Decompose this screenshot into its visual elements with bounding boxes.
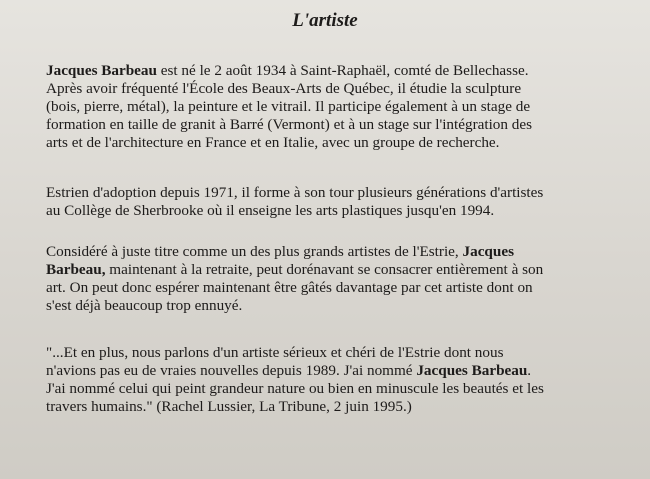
text-segment: arts et de l'architecture en France et en Italie, avec un groupe de recherche.: [46, 134, 500, 151]
text-segment: art. On peut donc espérer maintenant être gâtés davantage par cet artiste dont on: [46, 279, 533, 296]
text-segment: travers humains." (Rachel Lussier, La Tribune, 2 juin 1995.): [46, 398, 412, 415]
text-segment: maintenant à la retraite, peut dorénavant se consacrer entièrement à son: [105, 261, 544, 278]
page-title: L'artiste: [292, 10, 358, 31]
text-segment: n'avions pas eu de vraies nouvelles depuis 1989. J'ai nommé: [46, 362, 417, 379]
text-line: [46, 202, 631, 220]
text-segment: J'ai nommé celui qui peint grandeur nature ou bien en minuscule les beautés et les: [46, 380, 544, 397]
text-line: [46, 134, 631, 152]
text-line: [46, 243, 631, 261]
paragraph-press-quote: [46, 344, 631, 416]
artist-name-bold: Jacques Barbeau: [416, 362, 528, 379]
text-line: [46, 184, 631, 202]
text-line: [46, 380, 631, 398]
text-segment: .: [527, 362, 532, 379]
text-segment: Après avoir fréquenté l'École des Beaux-Arts de Québec, il étudie la sculpture: [46, 80, 522, 97]
text-line: [46, 62, 631, 80]
artist-name-bold: Jacques: [462, 243, 514, 260]
text-segment: s'est déjà beaucoup trop ennuyé.: [46, 297, 243, 314]
text-line: [46, 261, 631, 279]
text-segment: Estrien d'adoption depuis 1971, il forme à son tour plusieurs générations d'artistes: [46, 184, 544, 201]
text-line: [46, 398, 631, 416]
text-line: [46, 98, 631, 116]
text-line: [46, 279, 631, 297]
text-segment: (bois, pierre, métal), la peinture et le vitrail. Il participe également à un stage de: [46, 98, 531, 115]
text-segment: est né le 2 août 1934 à Saint-Raphaël, comté de Bellechasse.: [156, 62, 529, 79]
artist-name-bold: Jacques Barbeau: [46, 62, 157, 79]
text-line: [46, 344, 631, 362]
text-line: [46, 297, 631, 315]
text-segment: formation en taille de granit à Barré (Vermont) et à un stage sur l'intégration des: [46, 116, 533, 133]
paragraph-retirement: [46, 243, 631, 315]
text-line: [46, 116, 631, 134]
text-segment: "...Et en plus, nous parlons d'un artiste sérieux et chéri de l'Estrie dont nous: [46, 344, 504, 361]
paragraph-teaching-career: [46, 184, 631, 220]
text-segment: au Collège de Sherbrooke où il enseigne les arts plastiques jusqu'en 1994.: [46, 202, 495, 219]
text-segment: Considéré à juste titre comme un des plus grands artistes de l'Estrie,: [46, 243, 463, 260]
text-line: [46, 80, 631, 98]
artist-name-bold: Barbeau,: [46, 261, 106, 278]
text-line: [46, 362, 631, 380]
paragraph-birth-education: [46, 62, 631, 152]
